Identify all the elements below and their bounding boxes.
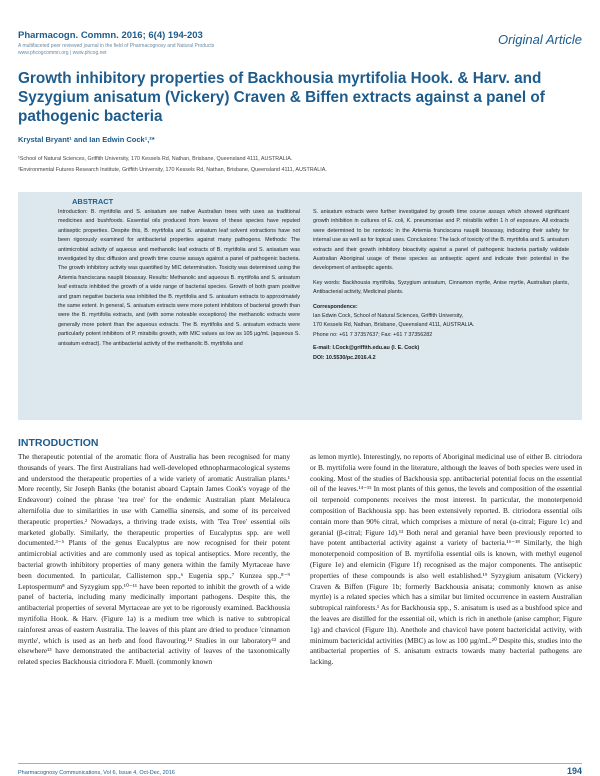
correspondence-line: Ian Edwin Cock, School of Natural Sciences, Griffith University, [313, 313, 464, 320]
intro-right-column [310, 452, 582, 752]
correspondence-heading: Correspondence: [313, 303, 358, 310]
affiliation-1: ¹School of Natural Sciences, Griffith University, 170 Kessels Rd, Nathan, Brisbane, Queensland 4111, AUSTRALIA. [18, 156, 293, 162]
journal-citation: Pharmacogn. Commn. 2016; 6(4) 194-203 [18, 30, 203, 41]
doi[interactable]: DOI: 10.5530/pc.2016.4.2 [313, 354, 376, 361]
abstract-left-column [58, 208, 300, 418]
abstract-heading: ABSTRACT [72, 197, 114, 206]
journal-website[interactable]: www.phcogcommn.org | www.phcog.net [18, 50, 107, 56]
footer-citation: Pharmacognosy Communications, Vol 6, Issue 4, Oct-Dec, 2016 [18, 770, 175, 776]
abstract-right-text: S. anisatum extracts were further investigated by growth time course assays which showed significant growth inhibition in cultures of E. coli, K. pneumoniae and P. mirabilis within 1 h of exposure. All extracts were determined to be nontoxic in the Artemia franciscana nauplii bioassay, indicating their safety for internal use as well as for topical uses. Conclusions: The lack of toxicity of the B. myrtifolia and S. anisatum extracts and their growth inhibitory bioactivity against a panel of pathogenic bacteria partially validate Australian Aboriginal usage of these species as antiseptic agent and indicate their potential in the development of antiseptic agents. [313, 209, 569, 272]
keywords: Key words: Backhousia myrtifolia, Syzygium anisatum, Cinnamon myrtle, Anise myrtle, Australian plants, Antibacterial activity, Medicinal plants. [313, 279, 569, 296]
page-number: 194 [566, 766, 582, 776]
authors: Krystal Bryant¹ and Ian Edwin Cock¹,²* [18, 135, 155, 144]
article-type-badge: Original Article [497, 32, 582, 47]
intro-left-text: The therapeutic potential of the aromatic flora of Australia has been recognised for many thousands of years. The first Australians had well-developed ethnopharmacological systems and understood the therapeutic properties of a wide variety of aromatic Australian plants.¹ More recently, Sir Joseph Banks (the botanist aboard Captain James Cook's voyage of the Endeavour) coined the phrase 'tea tree' for the endemic Australian plant Melaleuca alternifolia due to similarities in use with Camellia sinensis, and some of its perceived therapeutic properties.² Nowadays, a thriving trade exists, with 'Tea Tree' essential oils marketed globally. Similarly, the therapeutic properties of Eucalyptus spp. are well documented.³⁻⁵ Plants of the genus Eucalyptus are now recognised for their potent antimicrobial activities and are commonly used as topical antiseptics. More recently, the bacterial growth inhibitory properties of many genera within the family Myrtaceae have been documented. In particular, Callistemon spp.,⁶ Eugenia spp.,⁷ Kunzea spp.,⁸⁻⁹ Leptospermum⁸ and Syzygium spp.¹⁰⁻¹¹ have been reported to inhibit the growth of a wide panel of bacteria, including many medicinally important pathogens. Despite this, the antibacterial properties of several Myrtaceae are yet to be rigorously examined. Backhousia myrtifolia Hook. & Harv. (Figure 1a) is a medium tree which is native to subtropical rainforest areas of eastern Australia. The leaves of this plant are dried to produce 'cinnamon myrtle', which is used as an herb and food flavouring.¹² Studies in our laboratory¹² and elsewhere¹³ have demonstrated the antibacterial activity of leaves of the taxonomically related species Backhousia citriodora F. Muell. (commonly known [18, 452, 290, 667]
footer-divider [18, 763, 582, 764]
affiliation-2: ²Environmental Futures Research Institute, Griffith University, 170 Kessels Rd, Nathan, Brisbane, Queensland 4111, AUSTRALIA. [18, 167, 327, 173]
correspondence-phone: Phone no: +61 7 37357637; Fax: +61 7 37356282 [313, 331, 433, 338]
introduction-heading: INTRODUCTION [18, 437, 99, 449]
abstract-right-column [313, 208, 569, 363]
intro-right-text: as lemon myrtle). Interestingly, no reports of Aboriginal medicinal use of either B. citriodora or B. myrtifolia were found in the literature, although the leaves of both species were used in cooking. Most of the studies of Backhousia spp. antibacterial potential focus on the essential oil of the leaves.¹⁴⁻¹⁵ In most plants of this genus, the levels and composition of the essential oil terpenoid components receives the most interest. In particular, the monoterpenoid composition of Backhousia spp. has been extensively reported. B. citriodora essential oils contain more than 90% citral, which comprises a mixture of neral (α-citral; Figure 1c) and geranial (β-citral; Figure 1d).¹³ Both neral and geranial have been previously reported to have potent antibacterial activity against a variety of bacteria.¹⁶⁻¹⁸ Similarly, the high monoterpenoid composition of B. myrtifolia essential oils is known, with methyl eugenol (Figure 1e) and elemicin (Figure 1f) recognised as the major components. The antiseptic properties of these compounds is also well established.¹⁹ Syzygium anisatum (Vickery) Craven & Biffen (Figure 1b; formerly Backhousia anisata; commonly known as anise myrtle) is a related species which has a similar but limited occurrence in eastern Australian subtropical rainforests.¹ As for Backhousia spp., S. anisatum is used as a bushfood spice and the leaves are distilled for the essential oil, which is rich in anethole (anise camphor; Figure 1g) and chavicol (Figure 1h). Anethole and chavicol have potent bactericidal activity, with minimum bactericidal activities (MBC) as low as 100 µg/mL.²⁰ Despite this, studies into the antibacterial properties of S. anisatum extracts towards many bacterial pathogens are lacking. [310, 452, 582, 667]
correspondence-email[interactable]: E-mail: I.Cock@griffith.edu.au (I. E. Cock) [313, 345, 420, 352]
abstract-left-text: Introduction: B. myrtifolia and S. anisatum are native Australian trees with uses as traditional medicines and bushfoods. Essential oils produced from leaves of these species have reputed antiseptic properties. Despite this, B. myrtifolia and S. anisatum leaf solvent extractions have not been rigorously examined for antibacterial properties against many pathogens. Methods: The antimicrobial activity of aqueous and methanolic leaf extracts of B. myrtifolia and S. anisatum was investigated by disc diffusion and growth time course assays against a panel of pathogenic bacteria. The growth inhibitory activity was quantified by MIC determination. Toxicity was determined using the Artemia franciscana nauplii bioassay. Results: Methanolic and aqueous B. myrtifolia and S. anisatum leaf extracts inhibited the growth of a wide range of bacterial species. Growth of both gram positive and gram negative bacteria was inhibited the B. myrtifolia and S. anisatum extracts to approximately the same extent. In general, S. anisatum extracts were more potent inhibitors of bacterial growth than were the B. myrtifolia extracts, and (with some noteable exceptions) the methanolic extracts were generally more potent than the aqueous extracts. The B. myrtifolia and S. anisatum extracts were particularly potent inhibitors of P. mirabilis growth, with MIC values as low as 105 µg/mL (aqueous S. anisatum extract). The antibacterial activity of the methanolic B. myrtifolia and [58, 209, 300, 347]
correspondence-line: 170 Kessels Rd, Nathan, Brisbane, Queensland 4111, AUSTRALIA. [313, 322, 475, 329]
journal-tagline: A multifaceted peer reviewed journal in the field of Pharmacognosy and Natural Products [18, 43, 215, 49]
article-title: Growth inhibitory properties of Backhousia myrtifolia Hook. & Harv. and Syzygium anisatum (Vickery) Craven & Biffen extracts against a panel of pathogenic bacteria [18, 70, 545, 125]
intro-left-column [18, 452, 290, 752]
